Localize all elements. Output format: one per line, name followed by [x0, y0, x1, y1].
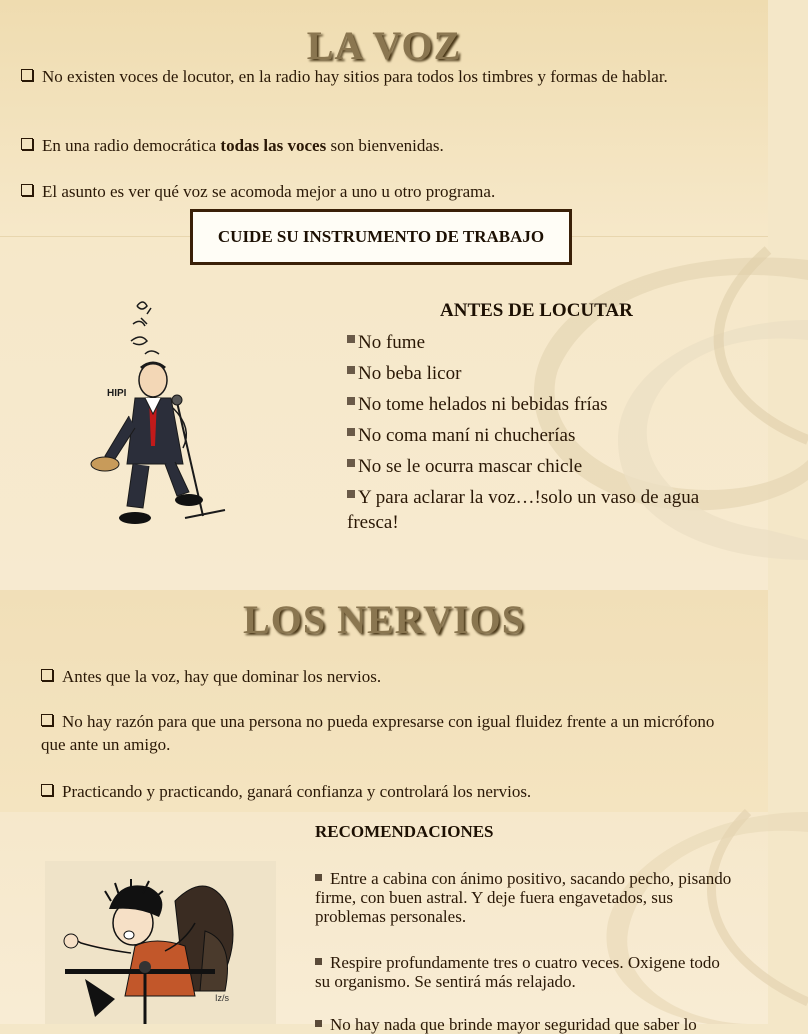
list-item: No tome helados ni bebidas frías — [347, 392, 747, 417]
list-item: No beba licor — [347, 361, 747, 386]
instrument-callout-box: CUIDE SU INSTRUMENTO DE TRABAJO — [190, 209, 572, 265]
square-bullet-icon — [347, 335, 355, 343]
section-subtitle: RECOMENDACIONES — [315, 822, 494, 841]
bullet-item: No hay razón para que una persona no pueda expresarse con igual fluidez frente a un micrófono que ante un amigo. — [41, 712, 715, 754]
square-bullet-icon — [347, 428, 355, 436]
square-bullet-icon — [347, 366, 355, 374]
svg-text:Iz/s: Iz/s — [215, 993, 230, 1003]
list-item: No fume — [347, 330, 747, 355]
bullet-item: El asunto es ver qué voz se acomoda mejor a uno u otro programa. — [21, 180, 741, 203]
checkbox-bullet-icon — [41, 669, 53, 681]
slide-title: LA VOZ — [306, 23, 462, 68]
square-bullet-icon — [347, 490, 355, 498]
square-bullet-icon — [315, 874, 322, 881]
checkbox-bullet-icon — [41, 784, 53, 796]
square-bullet-icon — [347, 459, 355, 467]
coughing-man-cartoon — [85, 296, 235, 536]
recommendation-item: Respire profundamente tres o cuatro veces. Oxigene todo su organismo. Se sentirá más relajado. — [315, 953, 720, 991]
square-bullet-icon — [315, 958, 322, 965]
list-item: No se le ocurra mascar chicle — [347, 454, 747, 479]
slide-recomendaciones — [0, 812, 768, 1034]
bullet-item: En una radio democrática todas las voces son bienvenidas. — [21, 134, 741, 157]
recommendation-item: Entre a cabina con ánimo positivo, sacando pecho, pisando firme, con buen astral. Y deje fuera engavetados, sus problemas personales. — [315, 869, 732, 926]
bold-phrase: todas las voces — [220, 136, 327, 155]
checkbox-bullet-icon — [21, 69, 33, 81]
list-item: No coma maní ni chucherías — [347, 423, 747, 448]
checkbox-bullet-icon — [41, 714, 53, 726]
section-subtitle: ANTES DE LOCUTAR — [440, 300, 633, 321]
list-item: Y para aclarar la voz…!solo un vaso de agua fresca! — [347, 487, 700, 533]
nervous-woman-cartoon — [45, 861, 276, 1024]
checkbox-bullet-icon — [21, 184, 33, 196]
square-bullet-icon — [315, 1020, 322, 1027]
bullet-item: No existen voces de locutor, en la radio hay sitios para todos los timbres y formas de hablar. — [21, 65, 741, 88]
slide-title: LOS NERVIOS — [243, 597, 525, 642]
slide-los-nervios — [0, 590, 768, 812]
recommendation-item: No hay nada que brinde mayor seguridad que saber lo — [315, 1015, 755, 1034]
square-bullet-icon — [347, 397, 355, 405]
nervous-woman-cartoon-frame — [45, 861, 276, 1024]
bullet-item: Antes que la voz, hay que dominar los nervios. — [41, 665, 741, 688]
bullet-item: Practicando y practicando, ganará confianza y controlará los nervios. — [41, 780, 741, 803]
cartoon-caption: HIPI — [107, 388, 127, 399]
checkbox-bullet-icon — [21, 138, 33, 150]
